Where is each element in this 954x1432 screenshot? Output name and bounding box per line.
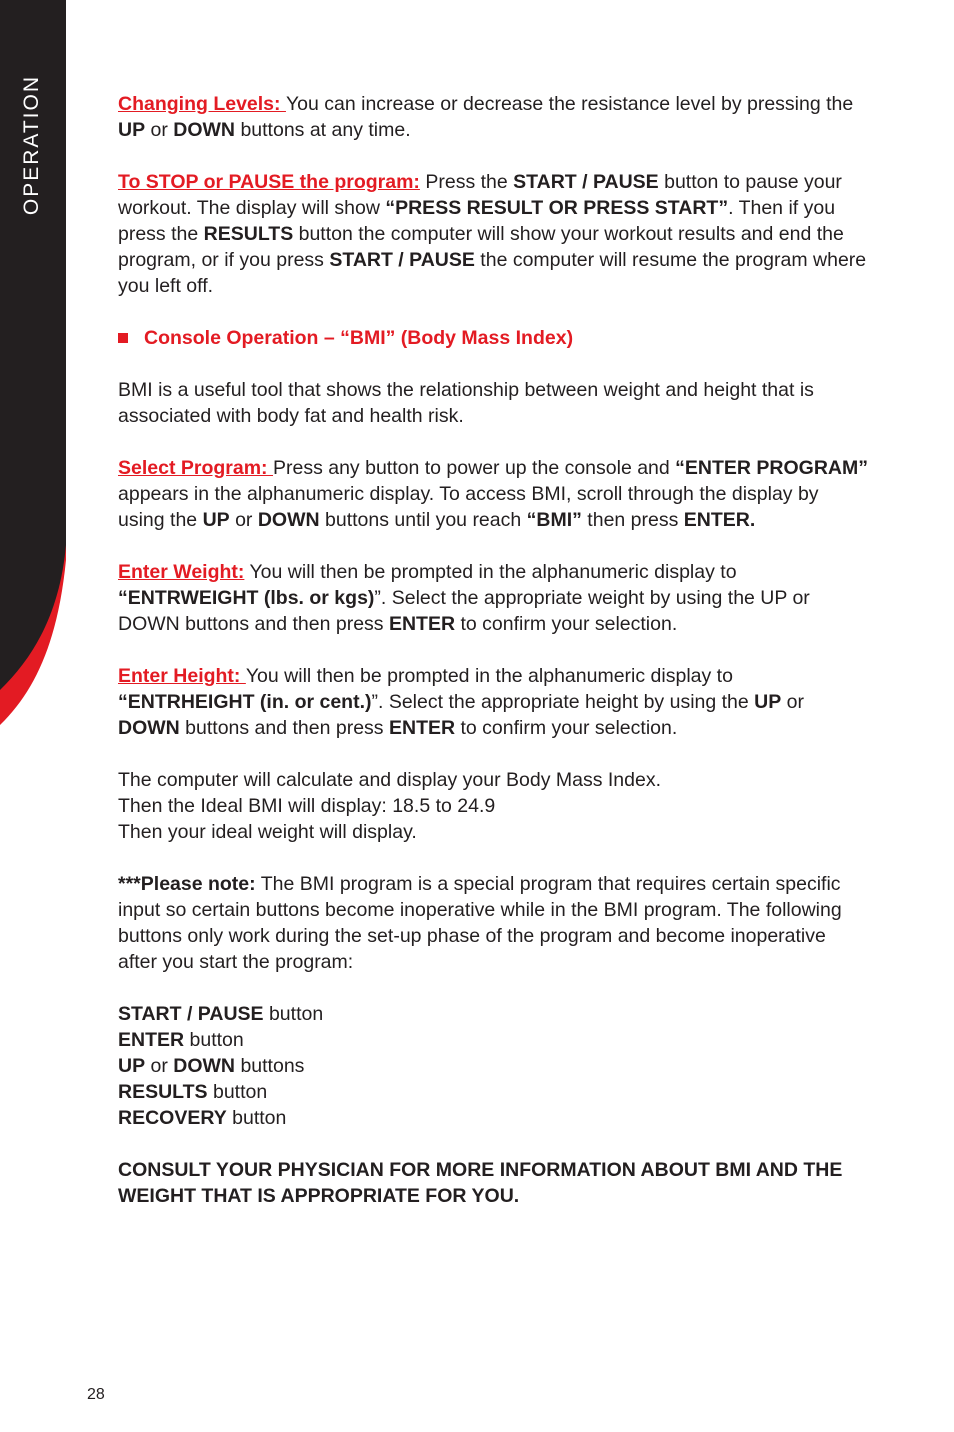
enter-weight-label: Enter Weight: xyxy=(118,561,245,583)
please-note-label: ***Please note: xyxy=(118,873,256,895)
paragraph-enter-height: Enter Height: You will then be prompted in the alphanumeric display to “ENTRHEIGHT (in. or cent.)”. Select the appropriate height by using the UP or DOWN buttons and then press ENTER to confirm your selection. xyxy=(118,665,805,739)
paragraph-please-note: ***Please note: The BMI program is a special program that requires certain specific input so certain buttons become inoperative while in the BMI program. The following buttons only work during the set-up phase of the program and become inoperative after you start the program: xyxy=(118,873,842,973)
stop-pause-label: To STOP or PAUSE the program: xyxy=(118,171,420,193)
select-program-label: Select Program: xyxy=(118,457,273,479)
inoperative-buttons-list xyxy=(118,1001,868,1131)
page-number: 28 xyxy=(87,1386,105,1403)
list-item: RECOVERY button xyxy=(118,1107,287,1129)
list-item: START / PAUSE button xyxy=(118,1003,324,1025)
paragraph-bmi-result: The computer will calculate and display your Body Mass Index. Then the Ideal BMI will display: 18.5 to 24.9 Then your ideal weight will display. xyxy=(118,769,662,843)
page-content xyxy=(118,91,868,1235)
square-bullet-icon xyxy=(118,333,128,343)
changing-levels-label: Changing Levels: xyxy=(118,93,286,115)
paragraph-bmi-intro: BMI is a useful tool that shows the relationship between weight and height that is associated with body fat and health risk. xyxy=(118,379,814,427)
list-item: RESULTS button xyxy=(118,1081,268,1103)
list-item: UP or DOWN buttons xyxy=(118,1055,305,1077)
section-tab-label: OPERATION xyxy=(20,74,43,216)
section-heading-bmi: Console Operation – “BMI” (Body Mass Index) xyxy=(118,325,868,351)
enter-height-label: Enter Height: xyxy=(118,665,246,687)
list-item: ENTER button xyxy=(118,1029,244,1051)
paragraph-changing-levels: Changing Levels: You can increase or decrease the resistance level by pressing the UP or DOWN buttons at any time. xyxy=(118,93,854,141)
paragraph-select-program: Select Program: Press any button to power up the console and “ENTER PROGRAM” appears in the alphanumeric display. To access BMI, scroll through the display by using the UP or DOWN buttons until you reach “BMI” then press ENTER. xyxy=(118,457,869,531)
paragraph-enter-weight: Enter Weight: You will then be prompted in the alphanumeric display to “ENTRWEIGHT (lbs. or kgs)”. Select the appropriate weight by using the UP or DOWN buttons and then press ENTER to confirm your selection. xyxy=(118,561,810,635)
consult-physician-notice: CONSULT YOUR PHYSICIAN FOR MORE INFORMATION ABOUT BMI AND THE WEIGHT THAT IS APPROPRIATE FOR YOU. xyxy=(118,1159,843,1207)
paragraph-stop-pause: To STOP or PAUSE the program: Press the START / PAUSE button to pause your workout. The display will show “PRESS RESULT OR PRESS START”. Then if you press the RESULTS button the computer will show your workout results and end the program, or if you press START / PAUSE the computer will resume the program where you left off. xyxy=(118,171,867,297)
